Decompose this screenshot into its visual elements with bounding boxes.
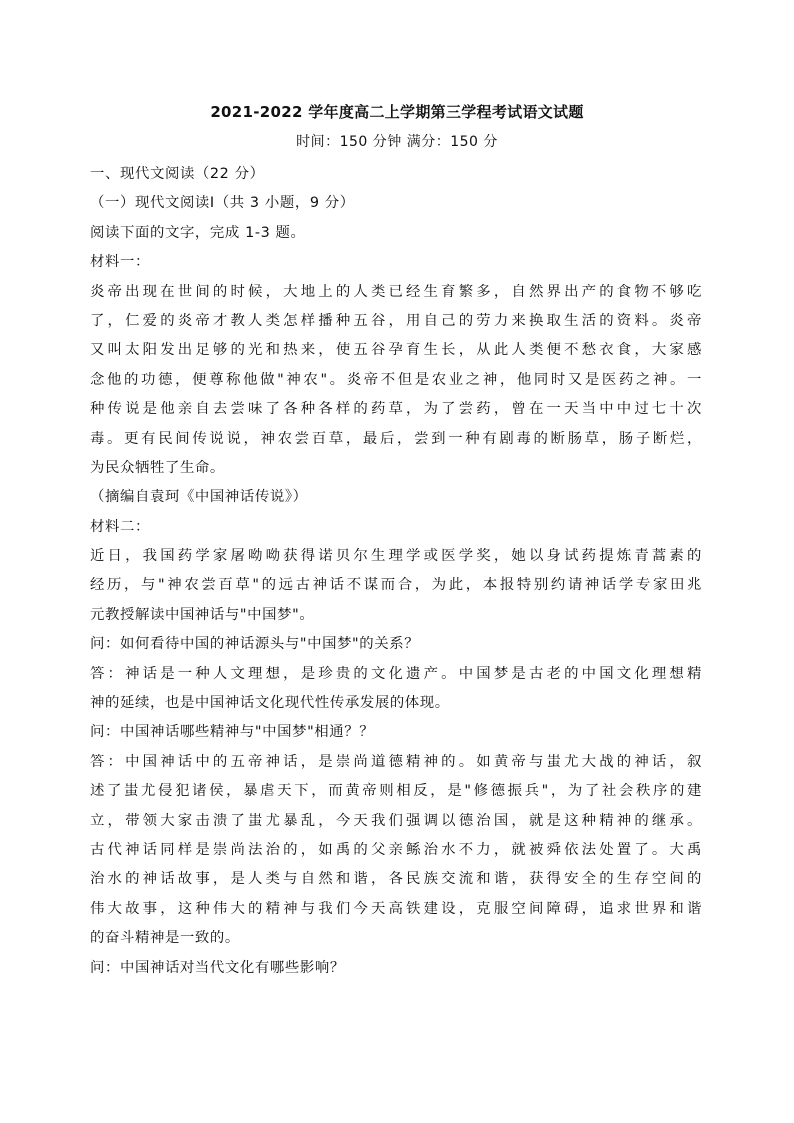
paragraph-line: 炎帝出现在世间的时候，大地上的人类已经生育繁多，自然界出产的食物不够吃 xyxy=(90,283,702,300)
question-line: 问：如何看待中国的神话源头与"中国梦"的关系？ xyxy=(90,636,420,653)
subsection-heading: （一）现代文阅读Ⅰ（共 3 小题，9 分） xyxy=(90,195,355,212)
paragraph-line: 近日，我国药学家屠呦呦获得诺贝尔生理学或医学奖，她以身试药提炼青蒿素的 xyxy=(90,548,702,565)
exam-title: 2021-2022 学年度高二上学期第三学程考试语文试题 xyxy=(210,103,584,121)
paragraph-line: 元教授解读中国神话与"中国梦"。 xyxy=(90,606,315,623)
question-line: 问：中国神话哪些精神与"中国梦"相通？？ xyxy=(90,724,375,741)
paragraph-line: 种传说是他亲自去尝味了各种各样的药草，为了尝药，曾在一天当中中过七十次 xyxy=(90,401,702,418)
question-line: 问：中国神话对当代文化有哪些影响？ xyxy=(90,959,345,976)
answer-line: 的奋斗精神是一致的。 xyxy=(90,930,240,947)
paragraph-line: 又叫太阳发出足够的光和热来，使五谷孕育生长，从此人类便不愁衣食，大家感 xyxy=(90,342,702,359)
source-citation: （摘编自袁珂《中国神话传说》） xyxy=(90,489,308,506)
paragraph-line: 了，仁爱的炎帝才教人类怎样播种五谷，用自己的劳力来换取生活的资料。炎帝 xyxy=(90,312,702,329)
paragraph-line: 经历，与"神农尝百草"的远古神话不谋而合，为此，本报特别约请神话学专家田兆 xyxy=(90,577,702,594)
answer-line: 答：神话是一种人文理想，是珍贵的文化遗产。中国梦是古老的中国文化理想精 xyxy=(90,665,702,682)
material-label: 材料一： xyxy=(90,254,150,271)
paragraph-line: 为民众牺牲了生命。 xyxy=(90,459,225,476)
exam-time-score: 时间：150 分钟 满分：150 分 xyxy=(296,134,498,150)
answer-line: 答：中国神话中的五帝神话，是崇尚道德精神的。如黄帝与蚩尤大战的神话，叙 xyxy=(90,753,702,770)
paragraph-line: 念他的功德，便尊称他做"神农"。炎帝不但是农业之神，他同时又是医药之神。一 xyxy=(90,371,702,388)
material-label: 材料二： xyxy=(90,518,150,535)
answer-line: 立，带领大家击溃了蚩尤暴乱，今天我们强调以德治国，就是这种精神的继承。 xyxy=(90,812,702,829)
answer-line: 神的延续，也是中国神话文化现代性传承发展的体现。 xyxy=(90,695,450,712)
paragraph-line: 毒。更有民间传说说，神农尝百草，最后，尝到一种有剧毒的断肠草，肠子断烂， xyxy=(90,430,702,447)
instruction-text: 阅读下面的文字，完成 1-3 题。 xyxy=(90,224,306,241)
answer-line: 古代神话同样是崇尚法治的，如禹的父亲鲧治水不力，就被舜依法处置了。大禹 xyxy=(90,841,702,858)
answer-line: 述了蚩尤侵犯诸侯，暴虐天下，而黄帝则相反，是"修德振兵"，为了社会秩序的建 xyxy=(90,783,702,800)
answer-line: 治水的神话故事，是人类与自然和谐，各民族交流和谐，获得安全的生存空间的 xyxy=(90,871,702,888)
section-heading: 一、现代文阅读（22 分） xyxy=(90,166,265,182)
document-body xyxy=(90,160,702,983)
answer-line: 伟大故事，这种伟大的精神与我们今天高铁建设，克服空间障碍，追求世界和谐 xyxy=(90,900,702,917)
